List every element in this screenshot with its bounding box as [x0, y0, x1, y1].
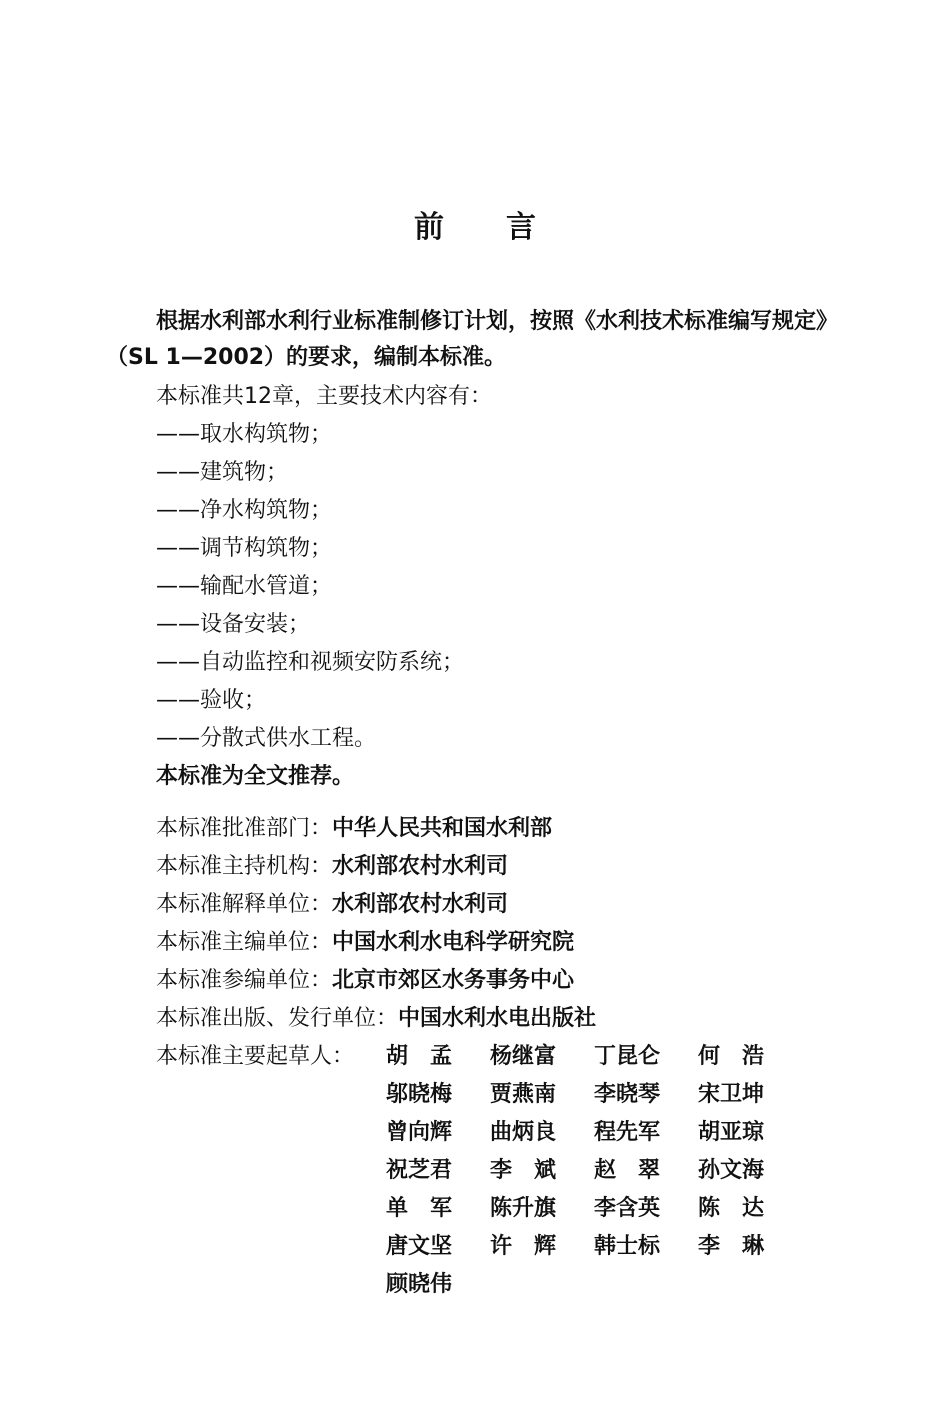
author-name: 顾晓伟 — [386, 1272, 453, 1297]
authors-label: 本标准主要起草人： — [156, 1044, 355, 1069]
authors-row — [386, 1270, 802, 1308]
author-name: 杨继富 — [490, 1044, 557, 1069]
author-name: 丁昆仑 — [594, 1044, 661, 1069]
author-name: 胡 孟 — [386, 1044, 453, 1069]
authors-row — [386, 1042, 802, 1080]
info-row-approval — [156, 814, 552, 844]
page-title — [0, 202, 950, 246]
info-row-chief-editor — [156, 928, 574, 958]
info-label: 本标准出版、发行单位： — [156, 1006, 399, 1031]
info-value: 中国水利水电科学研究院 — [332, 930, 575, 955]
info-row-co-editor — [156, 966, 574, 996]
intro-paragraph: 根据水利部水利行业标准制修订计划，按照《水利技术标准编写规定》（SL 1—2002）的要求，编制本标准。 — [106, 309, 828, 370]
author-name: 曲炳良 — [490, 1120, 557, 1145]
info-label: 本标准主编单位： — [156, 930, 333, 955]
author-name: 李 斌 — [490, 1158, 557, 1183]
info-value: 中华人民共和国水利部 — [332, 816, 553, 841]
chapter-item-8: ——验收； — [156, 688, 267, 713]
info-label: 本标准主持机构： — [156, 854, 333, 879]
author-name: 何 浩 — [698, 1044, 765, 1069]
author-name: 程先军 — [594, 1120, 661, 1145]
chapter-item-3: ——净水构筑物； — [156, 498, 333, 523]
author-name: 陈 达 — [698, 1196, 765, 1221]
authors-row — [386, 1232, 802, 1270]
info-row-publisher — [156, 1004, 596, 1034]
chapter-item-5: ——输配水管道； — [156, 574, 333, 599]
info-row-interpret — [156, 890, 508, 920]
title-char-2: 言 — [506, 210, 536, 245]
author-name: 胡亚琼 — [698, 1120, 765, 1145]
authors-list — [386, 1042, 802, 1308]
recommend-note: 本标准为全文推荐。 — [156, 764, 355, 789]
chapter-summary: 本标准共12章，主要技术内容有： — [156, 384, 492, 409]
author-name: 韩士标 — [594, 1234, 661, 1259]
chapter-item-9: ——分散式供水工程。 — [156, 726, 377, 751]
info-row-host — [156, 852, 508, 882]
chapter-item-4: ——调节构筑物； — [156, 536, 333, 561]
author-name: 唐文坚 — [386, 1234, 453, 1259]
authors-row — [386, 1080, 802, 1118]
title-char-1: 前 — [414, 210, 444, 245]
info-value: 中国水利水电出版社 — [398, 1006, 597, 1031]
chapter-item-7: ——自动监控和视频安防系统； — [156, 650, 465, 675]
authors-row — [386, 1156, 802, 1194]
author-name: 单 军 — [386, 1196, 453, 1221]
info-value: 北京市郊区水务事务中心 — [332, 968, 575, 993]
author-name: 赵 翠 — [594, 1158, 661, 1183]
info-label: 本标准参编单位： — [156, 968, 333, 993]
chapter-item-2: ——建筑物； — [156, 460, 289, 485]
info-value: 水利部农村水利司 — [332, 854, 509, 879]
authors-row — [386, 1118, 802, 1156]
author-name: 贾燕南 — [490, 1082, 557, 1107]
info-value: 水利部农村水利司 — [332, 892, 509, 917]
author-name: 李含英 — [594, 1196, 661, 1221]
author-name: 邬晓梅 — [386, 1082, 453, 1107]
author-name: 祝芝君 — [386, 1158, 453, 1183]
author-name: 曾向辉 — [386, 1120, 453, 1145]
author-name: 李 琳 — [698, 1234, 765, 1259]
info-label: 本标准批准部门： — [156, 816, 333, 841]
chapter-item-1: ——取水构筑物； — [156, 422, 333, 447]
author-name: 许 辉 — [490, 1234, 557, 1259]
authors-row — [386, 1194, 802, 1232]
author-name: 宋卫坤 — [698, 1082, 765, 1107]
info-label: 本标准解释单位： — [156, 892, 333, 917]
author-name: 孙文海 — [698, 1158, 765, 1183]
chapter-item-6: ——设备安装； — [156, 612, 311, 637]
author-name: 陈升旗 — [490, 1196, 557, 1221]
author-name: 李晓琴 — [594, 1082, 661, 1107]
